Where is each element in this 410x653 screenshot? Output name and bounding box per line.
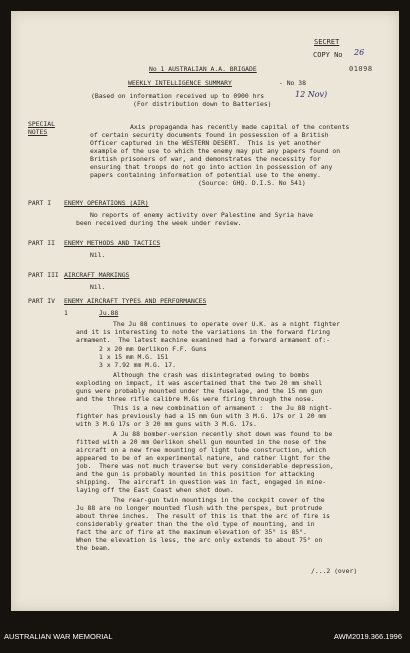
- document-title: WEEKLY INTELLIGENCE SUMMARY: [128, 79, 232, 87]
- armament-item: 3 x 7.92 mm M.G. 17.: [99, 361, 176, 369]
- part3-title: AIRCRAFT MARKINGS: [64, 271, 130, 279]
- text-line: No reports of enemy activity over Palestine and Syria have: [90, 211, 314, 219]
- text-line: armament. The latest machine examined had a forward armament of:-: [76, 336, 330, 344]
- part3-label: PART III: [28, 271, 59, 279]
- text-line: job. There was not much traverse but very considerable depression,: [76, 462, 334, 470]
- text-line: fact the arc of fire at the maximum elevation of 35° is 85°.: [76, 528, 307, 536]
- text-line: aircraft on a new free mounting of light tube construction, which: [76, 446, 327, 454]
- text-line: A Ju 88 bomber-version recently shot down was found to be: [113, 430, 333, 438]
- part4-title: ENEMY AIRCRAFT TYPES AND PERFORMANCES: [64, 297, 207, 305]
- part1-label: PART I: [28, 199, 52, 207]
- text-line: been received during the week under review.: [76, 219, 242, 227]
- part2-label: PART II: [28, 239, 55, 247]
- text-line: This is a new combination of armament : the Ju 88 night-: [113, 404, 333, 412]
- special-notes-heading-2: NOTES: [28, 128, 48, 136]
- armament-item: 2 x 20 mm Oerlikon F.F. Guns: [99, 345, 207, 353]
- text-line: ensuring that troops do not go into action in possession of any: [90, 163, 333, 171]
- text-line: the beam.: [76, 544, 111, 552]
- summary-number: - No 38: [279, 79, 306, 87]
- text-line: and the three rifle calibre M.Gs were firing through the nose.: [76, 395, 315, 403]
- text-line: British prisoners of war, and demonstrates the necessity for: [90, 155, 321, 163]
- text-line: Officer captured in the WESTERN DESERT. This is yet another: [90, 139, 321, 147]
- text-line: Axis propaganda has recently made capital of the contents: [130, 123, 350, 131]
- part2-text: Nil.: [90, 251, 106, 259]
- part4-label: PART IV: [28, 297, 55, 305]
- part2-title: ENEMY METHODS AND TACTICS: [64, 239, 161, 247]
- serial-stamp: 01098: [349, 65, 373, 73]
- archive-name: AUSTRALIAN WAR MEMORIAL: [4, 632, 113, 641]
- classification-label: SECRET: [314, 38, 340, 46]
- item-title: Ju.88: [99, 309, 119, 317]
- text-line: Ju 88 are no longer mounted flush with the perspex, but protrude: [76, 504, 323, 512]
- basis-line: (Based on information received up to 0900 hrs: [91, 92, 265, 100]
- text-line: papers containing information of potential use to the enemy.: [90, 171, 321, 179]
- text-line: Although the crash was disintegrated owing to bombs: [113, 371, 310, 379]
- basis-date-handwritten: 12 Nov): [295, 90, 328, 99]
- text-line: appeared to be of an experimental nature, and rather light for the: [76, 454, 330, 462]
- text-line: considerably greater than the the old type of mounting, and in: [76, 520, 315, 528]
- text-line: laying off the East Coast when shot down.: [76, 486, 234, 494]
- archive-caption-bar: [0, 613, 410, 653]
- text-line: with 3 M.G 17s or 3 20 mm guns with 3 M.G. 17s.: [76, 420, 257, 428]
- archive-reference: AWM2019.366.1996: [333, 632, 402, 641]
- text-line: fighter has previously had a 15 mm Gun with 3 M.G. 17s or 1 20 mm: [76, 412, 327, 420]
- copy-number-handwritten: 26: [354, 48, 365, 57]
- text-line: shipping. The aircraft in question was in fact, engaged in mine-: [76, 478, 327, 486]
- continuation-marker: /...2 (over): [311, 567, 358, 575]
- text-line: guns were probably mounted under the fuselage, and the 15 mm gun: [76, 387, 323, 395]
- copy-number-label: COPY No: [313, 51, 343, 59]
- text-line: fitted with a 20 mm Oerlikon shell gun mounted in the nose of the: [76, 438, 327, 446]
- item-number: 1: [64, 309, 68, 317]
- text-line: The rear-gun twin mountings in the cockpit cover of the: [113, 496, 325, 504]
- armament-item: 1 x 15 mm M.G. 151: [99, 353, 169, 361]
- unit-heading: No 1 AUSTRALIAN A.A. BRIGADE: [149, 65, 257, 73]
- distribution-line: (For distribution down to Batteries): [133, 100, 272, 108]
- text-line: and the gun is probably mounted in this position for attacking: [76, 470, 315, 478]
- text-line: When the elevation is less, the arc only extends to about 75° on: [76, 536, 323, 544]
- text-line: exploding on impact, it was ascertained that the two 20 mm shell: [76, 379, 323, 387]
- part1-title: ENEMY OPERATIONS (AIR): [64, 199, 149, 207]
- document-page: [11, 11, 399, 611]
- text-line: of certain security documents found in possession of a British: [90, 131, 329, 139]
- text-line: about three inches. The result of this is that the arc of fire is: [76, 512, 330, 520]
- text-line: and it is interesting to note the variations in the forward firing: [76, 328, 330, 336]
- text-line: example of the use to which the enemy may put any papers found on: [90, 147, 341, 155]
- special-notes-heading: SPECIAL: [28, 120, 55, 128]
- source-line: (Source: GHQ. D.I.S. No 541): [198, 179, 306, 187]
- part3-text: Nil.: [90, 283, 106, 291]
- text-line: The Ju 88 continues to operate over U.K. as a night fighter: [113, 320, 341, 328]
